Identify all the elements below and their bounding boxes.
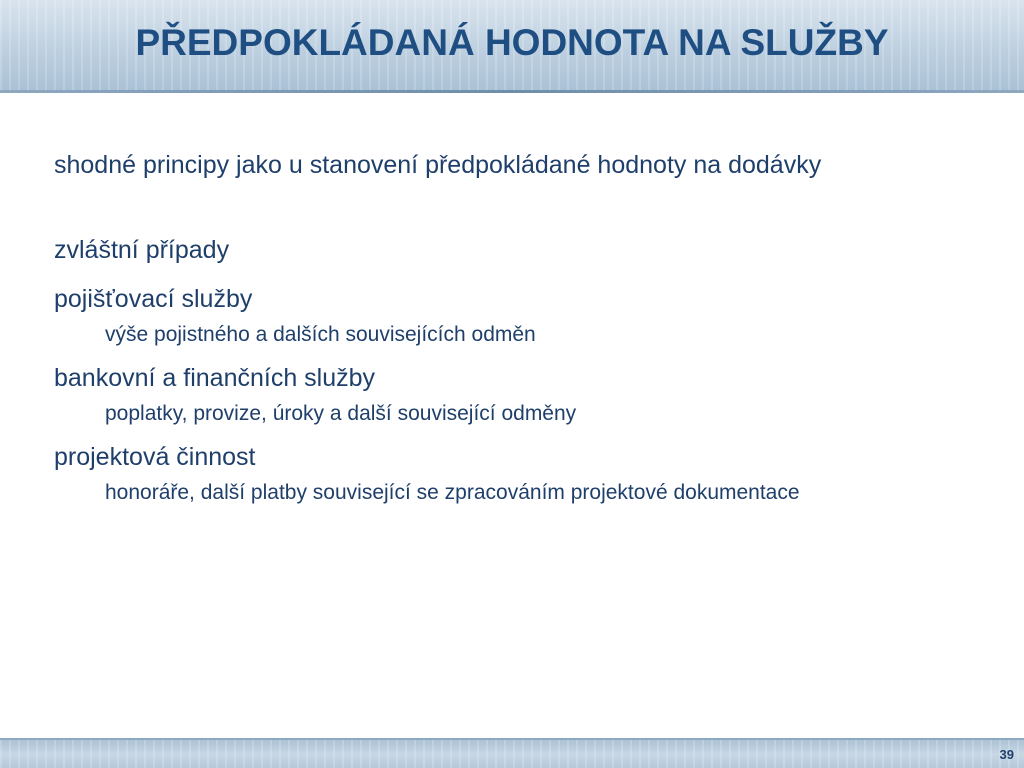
sub-bullet-project: honoráře, další platby související se zpracováním projektové dokumentace bbox=[105, 481, 800, 504]
header-band bbox=[0, 0, 1024, 93]
footer-band bbox=[0, 738, 1024, 768]
sub-bullet-banking: poplatky, provize, úroky a další související odměny bbox=[105, 402, 577, 425]
bullet-project-activity: projektová činnost bbox=[54, 443, 256, 471]
slide-content bbox=[54, 144, 984, 508]
bullet-banking-services: bankovní a finančních služby bbox=[54, 364, 376, 392]
bullet-insurance-services: pojišťovací služby bbox=[54, 285, 253, 313]
page-number: 39 bbox=[999, 747, 1014, 762]
sub-bullet-insurance: výše pojistného a dalších souvisejících odměn bbox=[105, 323, 536, 346]
bullet-principles: shodné principy jako u stanovení předpokládané hodnoty na dodávky bbox=[54, 151, 822, 179]
slide-title: PŘEDPOKLÁDANÁ HODNOTA NA SLUŽBY bbox=[135, 22, 889, 63]
bullet-special-cases: zvláštní případy bbox=[54, 236, 230, 264]
